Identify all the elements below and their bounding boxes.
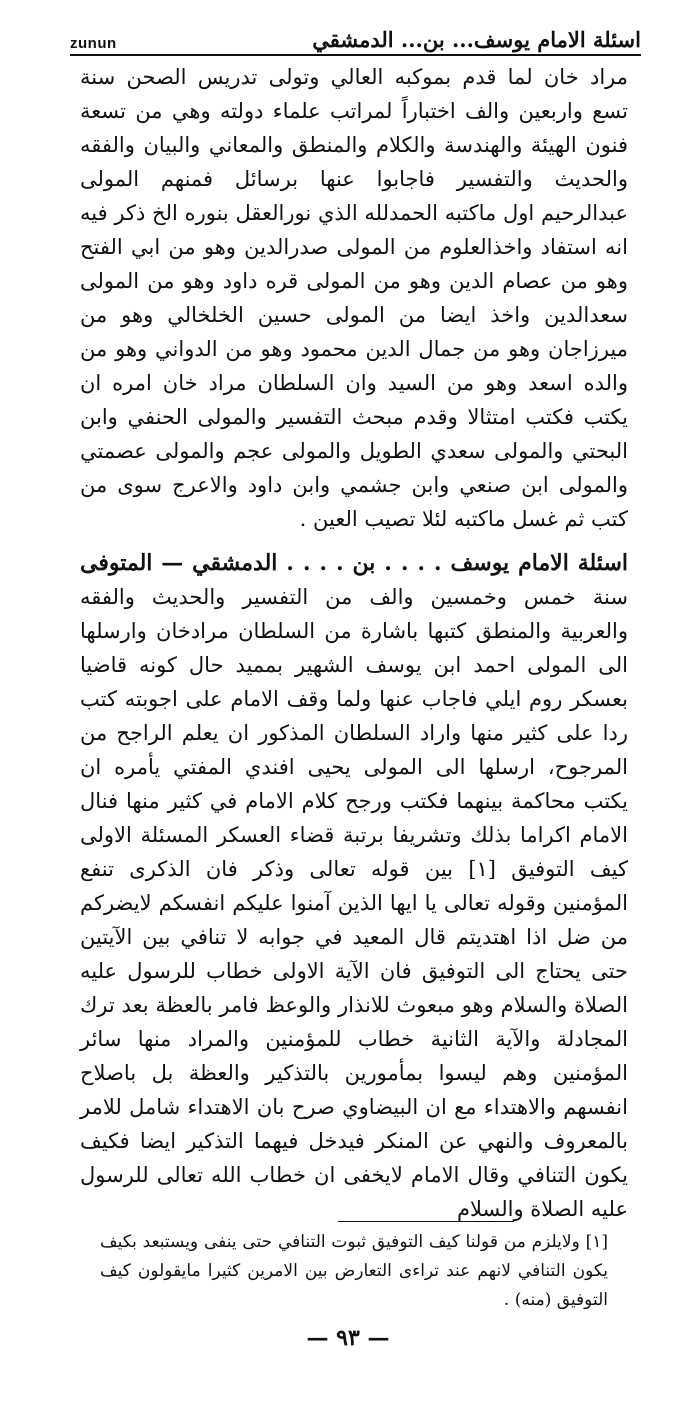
- scan-watermark: zunun: [70, 35, 117, 52]
- footnote-rule: [338, 1221, 514, 1222]
- footnote: [١] ولايلزم من قولنا كيف التوفيق ثبوت التنافي حتى ينفى ويستبعد بكيف يكون التنافي لانهم عند تراءى التعارض بين الامرين كثيرا مايقولون كيف التوفيق (منه) .: [100, 1232, 608, 1310]
- running-head: اسئلة الامام يوسف... بن... الدمشقي: [312, 27, 641, 52]
- page-header: [70, 18, 641, 52]
- header-rule: [70, 54, 641, 56]
- section-body: سنة خمس وخمسين والف من التفسير والحديث والفقه والعربية والمنطق كتبها باشارة من السلطان مرادخان وارسلها الى المولى احمد ابن يوسف الشهير بمميد حال كونه قاضيا بعسكر روم ايلي فاجاب عنها ولما وقف الامام على اجوبته كتب ردا على كثير منها واراد السلطان المذكور ان يعلم الراجح من المرجوح، ارسلها الى المولى يحيى افندي المفتي يأمره ان يكتب محاكمة بينهما فكتب ورجح كلام الامام في كثير منها فنال الامام اكراما بذلك وتشريفا برتبة قضاء العسكر المسئلة الاولى كيف التوفيق [١] بين قوله تعالى وذكر فان الذكرى تنفع المؤمنين وقوله تعالى يا ايها الذين آمنوا عليكم انفسكم لايضركم من ضل اذا اهتديتم قال المعيد في جوابه لا تنافي بين الآيتين حتى يحتاج الى التوفيق فان الآية الاولى خطاب للرسول عليه الصلاة والسلام وهو مبعوث للانذار والوعظ فامر بالعظة بعد ترك المجادلة والآية الثانية خطاب للمؤمنين والمراد منها سائر المؤمنين وهم ليسوا بمأمورين بالتذكير والعظة بل باصلاح انفسهم والاهتداء مع ان البيضاوي صرح بان الاهتداء شامل للامر بالمعروف والنهي عن المنكر فيدخل فيهما التذكير ايضا فكيف يكون التنافي وقال الامام لايخفى ان خطاب الله تعالى للرسول عليه الصلاة والسلام: [80, 585, 628, 1221]
- main-text: [80, 60, 628, 1226]
- page-number: — ٩٣ —: [306, 1325, 390, 1351]
- paragraph-continued: مراد خان لما قدم بموكبه العالي وتولى تدريس الصحن سنة تسع واربعين والف اختباراً لمراتب علماء دولته وهي من تسعة فنون الهيئة والهندسة والكلام والمنطق والمعاني والبيان والفقه والحديث والتفسير فاجابوا عنها برسائل فمنهم المولى عبدالرحيم اول ماكتبه الحمدلله الذي نورالعقل بنوره الخ ذكر فيه انه استفاد واخذالعلوم من المولى صدرالدين وهو من ابي الفتح وهو من عصام الدين وهو من المولى قره داود وهو من المولى سعدالدين واخذ ايضا من المولى حسين الخلخالي وهو من ميرزاجان وهو من جمال الدين محمود وهو من الدواني وهو من والده اسعد وهو من السيد وان السلطان مراد خان امره ان يكتب فكتب امتثالا وقدم مبحث التفسير والمولى الحنفي وابن البحتي والمولى سعدي الطويل والمولى عجم والمولى عصمتي والمولى ابن صنعي وابن جشمي وابن داود والاعرج سوى من كتب ثم غسل ماكتبه لئلا تصيب العين .: [80, 65, 628, 531]
- section-paragraph: [80, 546, 628, 1226]
- section-title: اسئلة الامام يوسف . . . . بن . . . . الدمشقي — المتوفى: [80, 550, 628, 576]
